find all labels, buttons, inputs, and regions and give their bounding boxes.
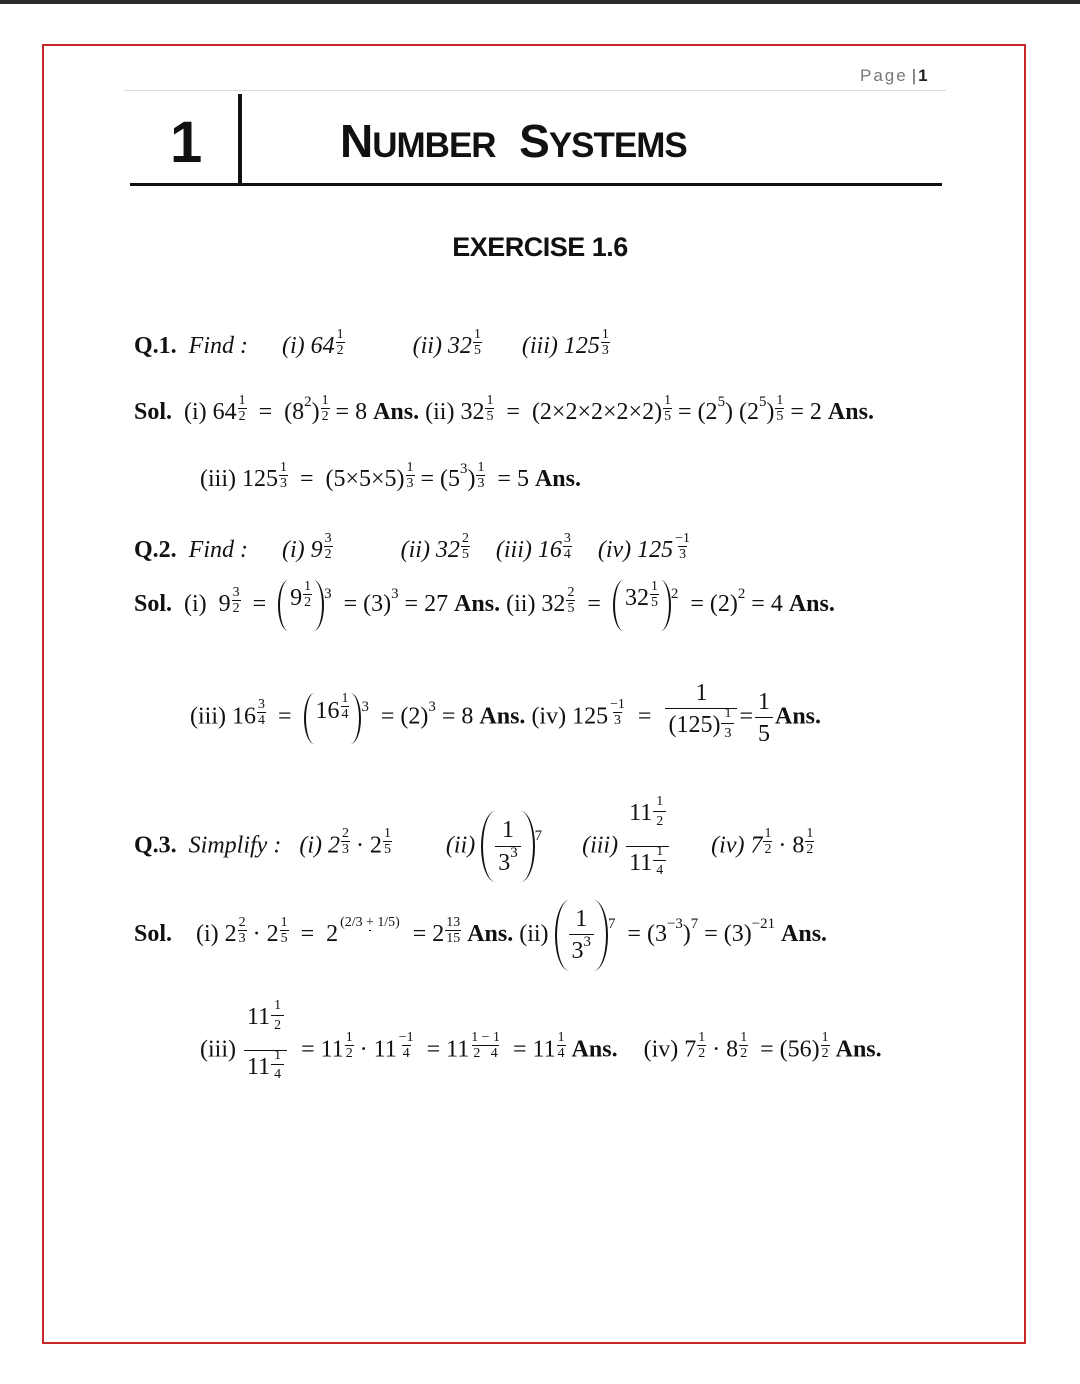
solution-2-line-2: (iii) 16 $\frac{3}{4}$ = 16 $\frac{1}{4}$ 3 = (2)3 = 8 Ans. (iv) 125 $\frac{-1}{3}$ = 1 (125) $\frac{1}{3}$ = $\frac{1}{5}$ Ans. [190,680,821,756]
chapter-rule [130,183,942,186]
solution-3-line-1: Sol. (i) 2 $\frac{2}{3}$ · 2 $\frac{1}{5}$ = 2 (2/3 + 1/5) = 2 $\frac{13}{15}$ Ans. (ii) $\frac{1}{33}$ 7 = (3−3)7 = (3)−21 Ans. [134,900,827,971]
solution-2-line-1: Sol. (i) 9 $\frac{3}{2}$ = 9 $\frac{1}{2}$ 3 = (3)3 = 27 Ans. (ii) 32 $\frac{2}{5}$ = 32 $\frac{1}{5}$ 2 = (2)2 = 4 Ans. [134,580,835,631]
question-1: Q.1. Find : (i) 64 $\frac{1}{2}$ (ii) 32 $\frac{1}{5}$ (iii) 125 $\frac{1}{3}$ [134,326,609,359]
solution-1-line-1: Sol. (i) 64 $\frac{1}{2}$ = (82) $\frac{1}{2}$ = 8 Ans. (ii) 32 $\frac{1}{5}$ = (2×2×2×2×2) $\frac{1}{5}$ = (25) (25) $\frac{1}{5}$ = 2 Ans. [134,392,874,425]
page-word: Page [860,66,908,85]
question-3: Q.3. Simplify : (i) 2 $\frac{2}{3}$ · 2 $\frac{1}{5}$ (ii) $\frac{1}{33}$ 7 (iii) 11 $\frac{1}{2}$ 11 $\frac{1}{4}$ (iv) 7 $\frac{1}{2}$ · 8 $\frac{1}{2}$ [134,800,814,894]
chapter-number: 1 [170,110,203,175]
header-rule [124,90,946,91]
chapter-title: NUMBER SYSTEMS [340,115,687,167]
page-number: Page | 1 [860,66,928,85]
solution-1-line-2: (iii) 125 $\frac{1}{3}$ = (5×5×5) $\frac{1}{3}$ = (53) $\frac{1}{3}$ = 5 Ans. [200,459,581,492]
solution-3-line-2: (iii) 11 $\frac{1}{2}$ 11 $\frac{1}{4}$ = 11 $\frac{1}{2}$ · 11 $\frac{-1}{4}$ = 11 $\frac{1 - 1}{2 4}$ = 11 $\frac{1}{4}$ Ans. (iv) 7 $\frac{1}{2}$ · 8 $\frac{1}{2}$ = (56) $\frac{1}{2}$ Ans. [200,1004,882,1098]
page-number-value: 1 [918,66,928,85]
chapter-divider [238,94,242,186]
exercise-heading: EXERCISE 1.6 [452,232,628,262]
question-2: Q.2. Find : (i) 9 $\frac{3}{2}$ (ii) 32 $\frac{2}{5}$ (iii) 16 $\frac{3}{4}$ (iv) 125 $\frac{-1}{3}$ [134,530,690,563]
window-top-bar [0,0,1080,4]
